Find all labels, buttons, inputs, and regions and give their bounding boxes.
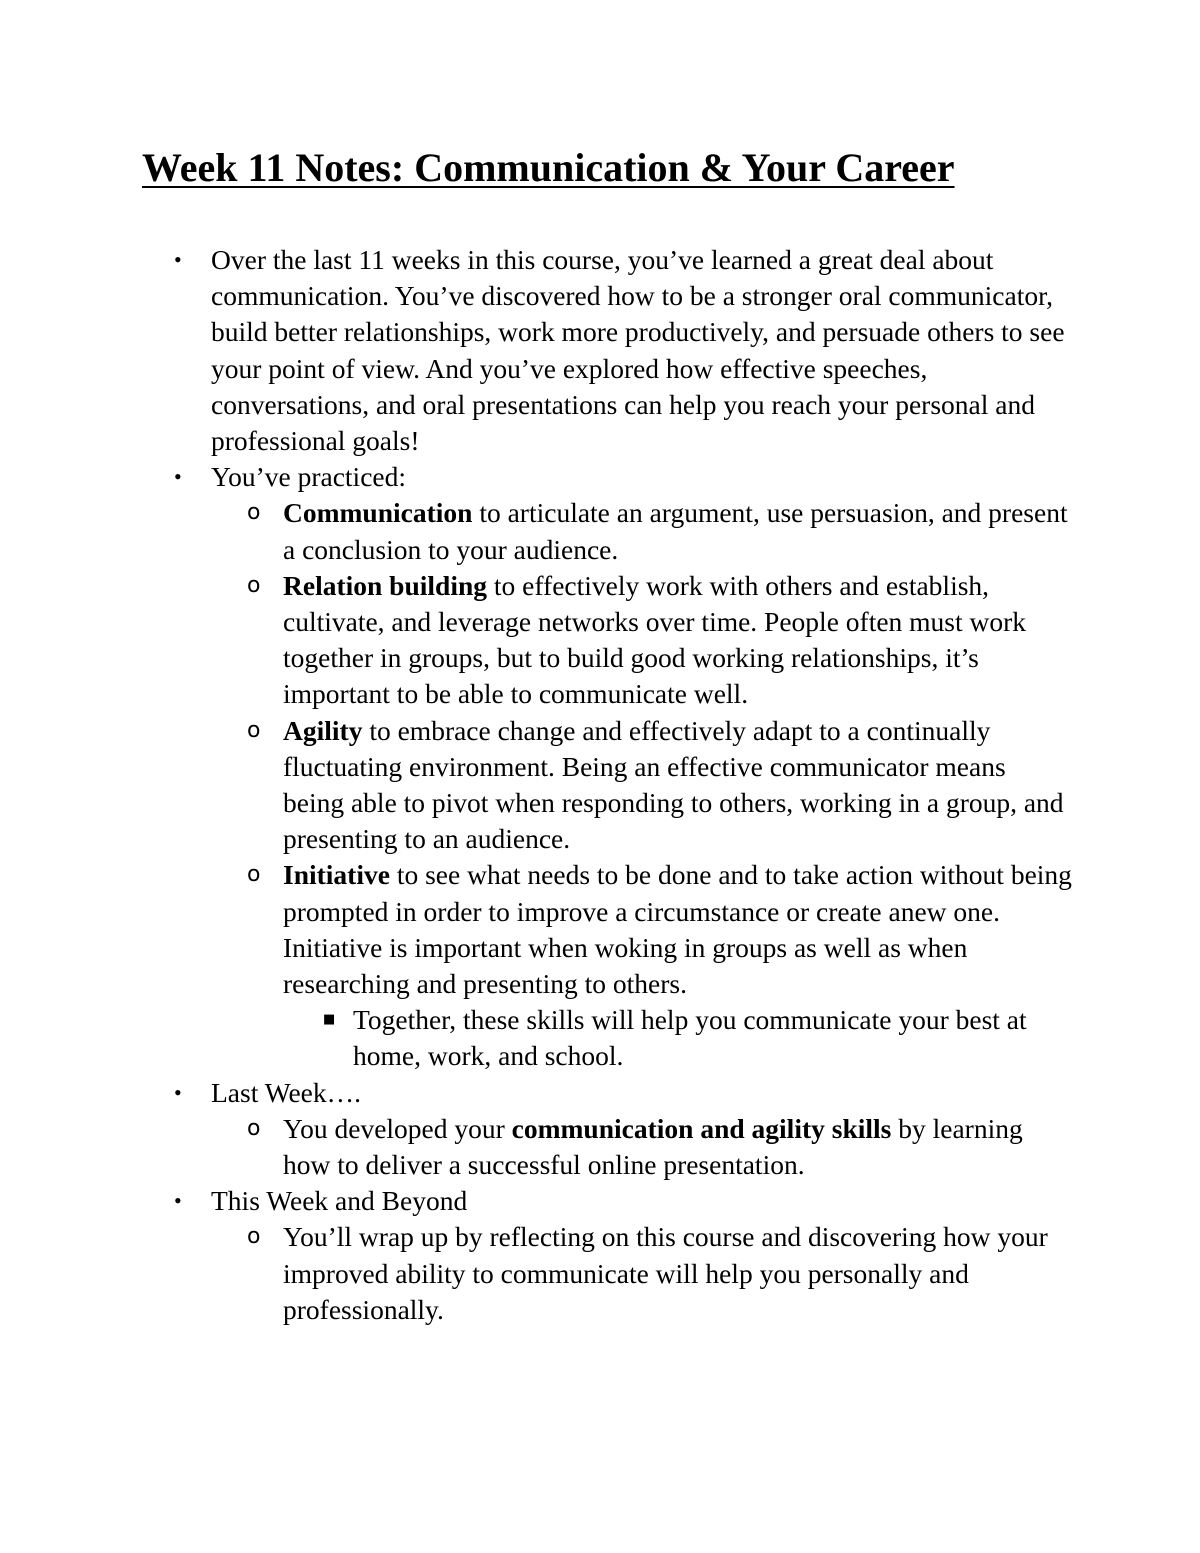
last-week-item bbox=[247, 1111, 1073, 1183]
skill-text bbox=[283, 715, 1064, 855]
page-title: Week 11 Notes: Communication & Your Career bbox=[142, 145, 955, 190]
bullet-course-summary bbox=[174, 242, 1071, 459]
skill-term: Initiative bbox=[283, 859, 390, 891]
skills-together-note bbox=[323, 1002, 1073, 1074]
practiced-sublist bbox=[211, 495, 1071, 1074]
last-week-term: communication and agility skills bbox=[511, 1112, 892, 1144]
skill-description: to effectively work with others and establish, cultivate, and leverage networks over time. People often must work together in groups, but to build good working relationships, it’s important to be able to communicate well. bbox=[283, 569, 1027, 710]
this-week-item bbox=[247, 1219, 1073, 1328]
bullet-text: You’ve practiced: bbox=[211, 461, 406, 493]
bullet-text: This Week and Beyond bbox=[211, 1185, 468, 1217]
this-week-sublist bbox=[211, 1219, 1071, 1328]
bullet-marker: • bbox=[174, 1079, 182, 1105]
skill-text bbox=[283, 570, 1026, 710]
sub-bullet-marker: o bbox=[247, 862, 261, 888]
skill-communication bbox=[247, 495, 1073, 567]
last-week-before: You developed your bbox=[283, 1112, 512, 1144]
bullet-last-week bbox=[174, 1075, 1071, 1184]
bullet-list bbox=[0, 242, 1200, 1328]
sub-bullet-marker: o bbox=[247, 1224, 261, 1250]
last-week-sublist bbox=[211, 1111, 1071, 1183]
skill-description: to embrace change and effectively adapt to a continually fluctuating environment. Being an effective communicator means being able to pivot when responding to others, working in a group, and presenting to an audience. bbox=[283, 714, 1064, 855]
bullet-this-week bbox=[174, 1183, 1071, 1328]
bullet-text: Over the last 11 weeks in this course, you’ve learned a great deal about communication. You’ve discovered how to be a stronger oral communicator, build better relationships, work more productively, and persuade others to see your point of view. And you’ve explored how effective speeches, conversations, and oral presentations can help you reach your personal and professional goals! bbox=[211, 244, 1065, 457]
skill-initiative bbox=[247, 857, 1073, 1074]
last-week-after: by learning how to deliver a successful online presentation. bbox=[283, 1112, 1023, 1181]
skill-text bbox=[283, 497, 1068, 564]
notes-body bbox=[0, 242, 1200, 1328]
bullet-marker: • bbox=[174, 1188, 182, 1214]
skill-description: to articulate an argument, use persuasion, and present a conclusion to your audience. bbox=[283, 497, 1068, 565]
bullet-text: Last Week…. bbox=[211, 1076, 362, 1108]
sub-bullet-marker: o bbox=[247, 572, 261, 598]
note-text: Together, these skills will help you communicate your best at home, work, and school. bbox=[353, 1004, 1027, 1072]
square-bullet-marker: ■ bbox=[323, 1012, 336, 1028]
sub-bullet-marker: o bbox=[247, 717, 261, 743]
last-week-text bbox=[283, 1113, 1023, 1180]
skill-term: Communication bbox=[283, 497, 473, 529]
this-week-text: You’ll wrap up by reflecting on this course and discovering how your improved ability to communicate will help you personally and professionally. bbox=[283, 1221, 1048, 1325]
sub-bullet-marker: o bbox=[247, 500, 261, 526]
skill-text bbox=[283, 859, 1072, 999]
skill-agility bbox=[247, 713, 1073, 858]
bullet-practiced bbox=[174, 459, 1072, 1074]
sub-bullet-marker: o bbox=[247, 1115, 261, 1141]
bullet-marker: • bbox=[174, 464, 182, 490]
skill-term: Agility bbox=[283, 714, 363, 746]
skill-relation-building bbox=[247, 568, 1073, 713]
bullet-marker: • bbox=[174, 247, 182, 272]
skill-term: Relation building bbox=[283, 569, 488, 601]
skill-description: to see what needs to be done and to take action without being prompted in order to improve a circumstance or create anew one. Initiative is important when woking in groups as well as when researching and presenting to others. bbox=[283, 859, 1072, 1000]
initiative-sublist bbox=[283, 1002, 1073, 1074]
